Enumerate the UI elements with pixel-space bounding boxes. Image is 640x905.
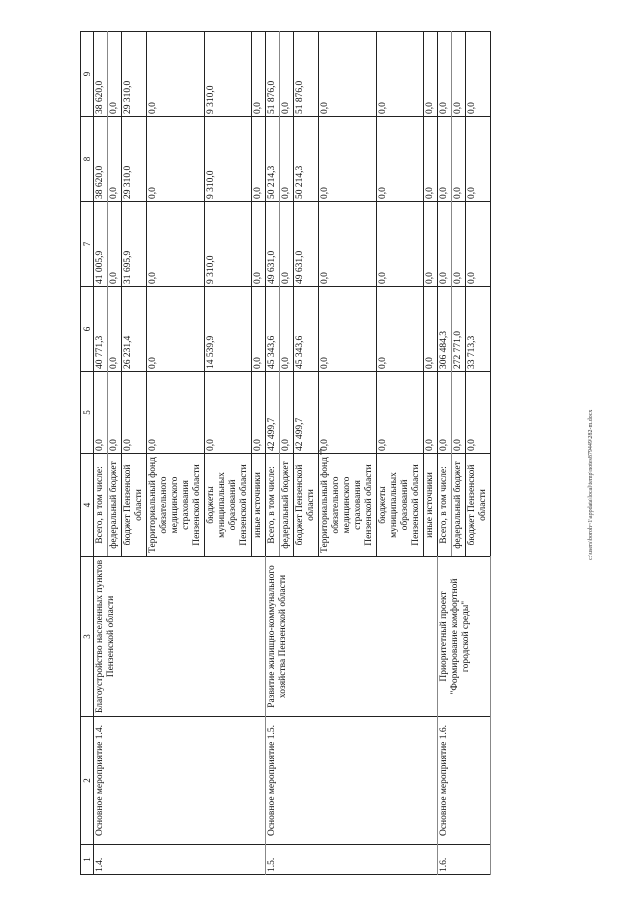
section-type: Основное мероприятие 1.6.	[438, 717, 491, 845]
amount-cell: 49 631,0	[294, 202, 319, 287]
amount-cell: 0,0	[452, 202, 466, 287]
section-title: Развитие жилищно-коммунального хозяйства Пензенской области	[266, 557, 438, 717]
funding-source: федеральный бюджет	[452, 454, 466, 557]
amount-cell: 0,0	[466, 202, 491, 287]
amount-cell: 50 214,3	[294, 117, 319, 202]
amount-cell: 41 005,9	[94, 202, 108, 287]
section-type: Основное мероприятие 1.5.	[266, 717, 438, 845]
amount-cell: 42 499,7	[294, 372, 319, 454]
amount-cell: 45 343,6	[294, 287, 319, 372]
funding-source: бюджет Пензенской области	[294, 454, 319, 557]
table-row	[94, 32, 108, 875]
amount-cell: 31 695,9	[122, 202, 147, 287]
amount-cell: 0,0	[424, 287, 438, 372]
amount-cell: 0,0	[319, 202, 377, 287]
section-code: 1.5.	[266, 845, 438, 875]
amount-cell: 0,0	[252, 372, 266, 454]
amount-cell: 0,0	[122, 372, 147, 454]
amount-cell: 0,0	[466, 32, 491, 117]
funding-source: Территориальный фонд обязательного медицинского страхования Пензенской области	[319, 454, 377, 557]
amount-cell: 0,0	[147, 287, 205, 372]
funding-source: иные источники	[252, 454, 266, 557]
amount-cell: 0,0	[377, 372, 424, 454]
amount-cell: 29 310,0	[122, 32, 147, 117]
amount-cell: 306 484,3	[438, 287, 452, 372]
amount-cell: 0,0	[252, 202, 266, 287]
amount-cell: 0,0	[438, 202, 452, 287]
header-row	[81, 32, 94, 875]
header-cell: 3	[81, 557, 94, 717]
section-code: 1.4.	[94, 845, 266, 875]
funding-source: Всего, в том числе:	[94, 454, 108, 557]
header-cell: 6	[81, 287, 94, 372]
amount-cell: 0,0	[280, 202, 294, 287]
amount-cell: 0,0	[377, 117, 424, 202]
section-code: 1.6.	[438, 845, 491, 875]
amount-cell: 0,0	[424, 202, 438, 287]
amount-cell: 33 713,3	[466, 287, 491, 372]
header-cell: 8	[81, 117, 94, 202]
amount-cell: 40 771,3	[94, 287, 108, 372]
amount-cell: 0,0	[424, 32, 438, 117]
header-cell: 1	[81, 845, 94, 875]
amount-cell: 0,0	[319, 372, 377, 454]
amount-cell: 42 499,7	[266, 372, 280, 454]
funding-source: иные источники	[424, 454, 438, 557]
funding-source: федеральный бюджет	[280, 454, 294, 557]
amount-cell: 0,0	[377, 32, 424, 117]
amount-cell: 0,0	[147, 32, 205, 117]
header-cell: 2	[81, 717, 94, 845]
amount-cell: 51 876,0	[266, 32, 280, 117]
amount-cell: 0,0	[280, 32, 294, 117]
amount-cell: 0,0	[108, 287, 122, 372]
amount-cell: 0,0	[452, 32, 466, 117]
amount-cell: 0,0	[377, 202, 424, 287]
amount-cell: 0,0	[205, 372, 252, 454]
funding-source: Всего, в том числе:	[266, 454, 280, 557]
header-cell: 9	[81, 32, 94, 117]
amount-cell: 0,0	[94, 372, 108, 454]
amount-cell: 0,0	[452, 117, 466, 202]
amount-cell: 0,0	[108, 202, 122, 287]
amount-cell: 50 214,3	[266, 117, 280, 202]
amount-cell: 49 631,0	[266, 202, 280, 287]
amount-cell: 0,0	[424, 372, 438, 454]
amount-cell: 45 343,6	[266, 287, 280, 372]
amount-cell: 0,0	[108, 32, 122, 117]
amount-cell: 0,0	[108, 117, 122, 202]
amount-cell: 0,0	[452, 372, 466, 454]
amount-cell: 9 310,0	[205, 202, 252, 287]
funding-source: бюджет Пензенской области	[122, 454, 147, 557]
section-title: Благоустройство населенных пунктов Пензенской области	[94, 557, 266, 717]
amount-cell: 26 231,4	[122, 287, 147, 372]
amount-cell: 0,0	[147, 372, 205, 454]
amount-cell: 38 620,0	[94, 32, 108, 117]
section-title: Приоритетный проект "Формирование комфортной городской среды"	[438, 557, 491, 717]
section-type: Основное мероприятие 1.4.	[94, 717, 266, 845]
amount-cell: 0,0	[319, 287, 377, 372]
amount-cell: 272 771,0	[452, 287, 466, 372]
amount-cell: 0,0	[377, 287, 424, 372]
amount-cell: 0,0	[438, 117, 452, 202]
amount-cell: 14 539,9	[205, 287, 252, 372]
amount-cell: 0,0	[424, 117, 438, 202]
amount-cell: 0,0	[466, 117, 491, 202]
amount-cell: 38 620,0	[94, 117, 108, 202]
amount-cell: 0,0	[280, 372, 294, 454]
amount-cell: 0,0	[280, 287, 294, 372]
amount-cell: 0,0	[280, 117, 294, 202]
amount-cell: 0,0	[108, 372, 122, 454]
footer-file-path-text: c:\users\boroh~1\appdata\local\temp\notes879449\282-m.docx	[588, 409, 594, 560]
table-body	[94, 32, 491, 875]
amount-cell: 0,0	[438, 32, 452, 117]
amount-cell: 0,0	[252, 117, 266, 202]
amount-cell: 0,0	[252, 32, 266, 117]
funding-source: федеральный бюджет	[108, 454, 122, 557]
amount-cell: 0,0	[466, 372, 491, 454]
amount-cell: 0,0	[252, 287, 266, 372]
funding-source: бюджеты муниципальных образований Пензенской области	[205, 454, 252, 557]
rotated-table-stage	[80, 32, 564, 875]
funding-source: Всего, в том числе:	[438, 454, 452, 557]
table-row	[438, 32, 452, 875]
header-cell: 5	[81, 372, 94, 454]
amount-cell: 0,0	[319, 32, 377, 117]
budget-table	[80, 31, 491, 875]
header-cell: 7	[81, 202, 94, 287]
amount-cell: 0,0	[147, 117, 205, 202]
amount-cell: 9 310,0	[205, 117, 252, 202]
amount-cell: 0,0	[438, 372, 452, 454]
funding-source: бюджеты муниципальных образований Пензенской области	[377, 454, 424, 557]
table-row	[266, 32, 280, 875]
funding-source: бюджет Пензенской области	[466, 454, 491, 557]
funding-source: Территориальный фонд обязательного медицинского страхования Пензенской области	[147, 454, 205, 557]
amount-cell: 51 876,0	[294, 32, 319, 117]
amount-cell: 29 310,0	[122, 117, 147, 202]
amount-cell: 9 310,0	[205, 32, 252, 117]
page-number: 4	[317, 447, 323, 457]
amount-cell: 0,0	[147, 202, 205, 287]
amount-cell: 0,0	[319, 117, 377, 202]
header-cell: 4	[81, 454, 94, 557]
